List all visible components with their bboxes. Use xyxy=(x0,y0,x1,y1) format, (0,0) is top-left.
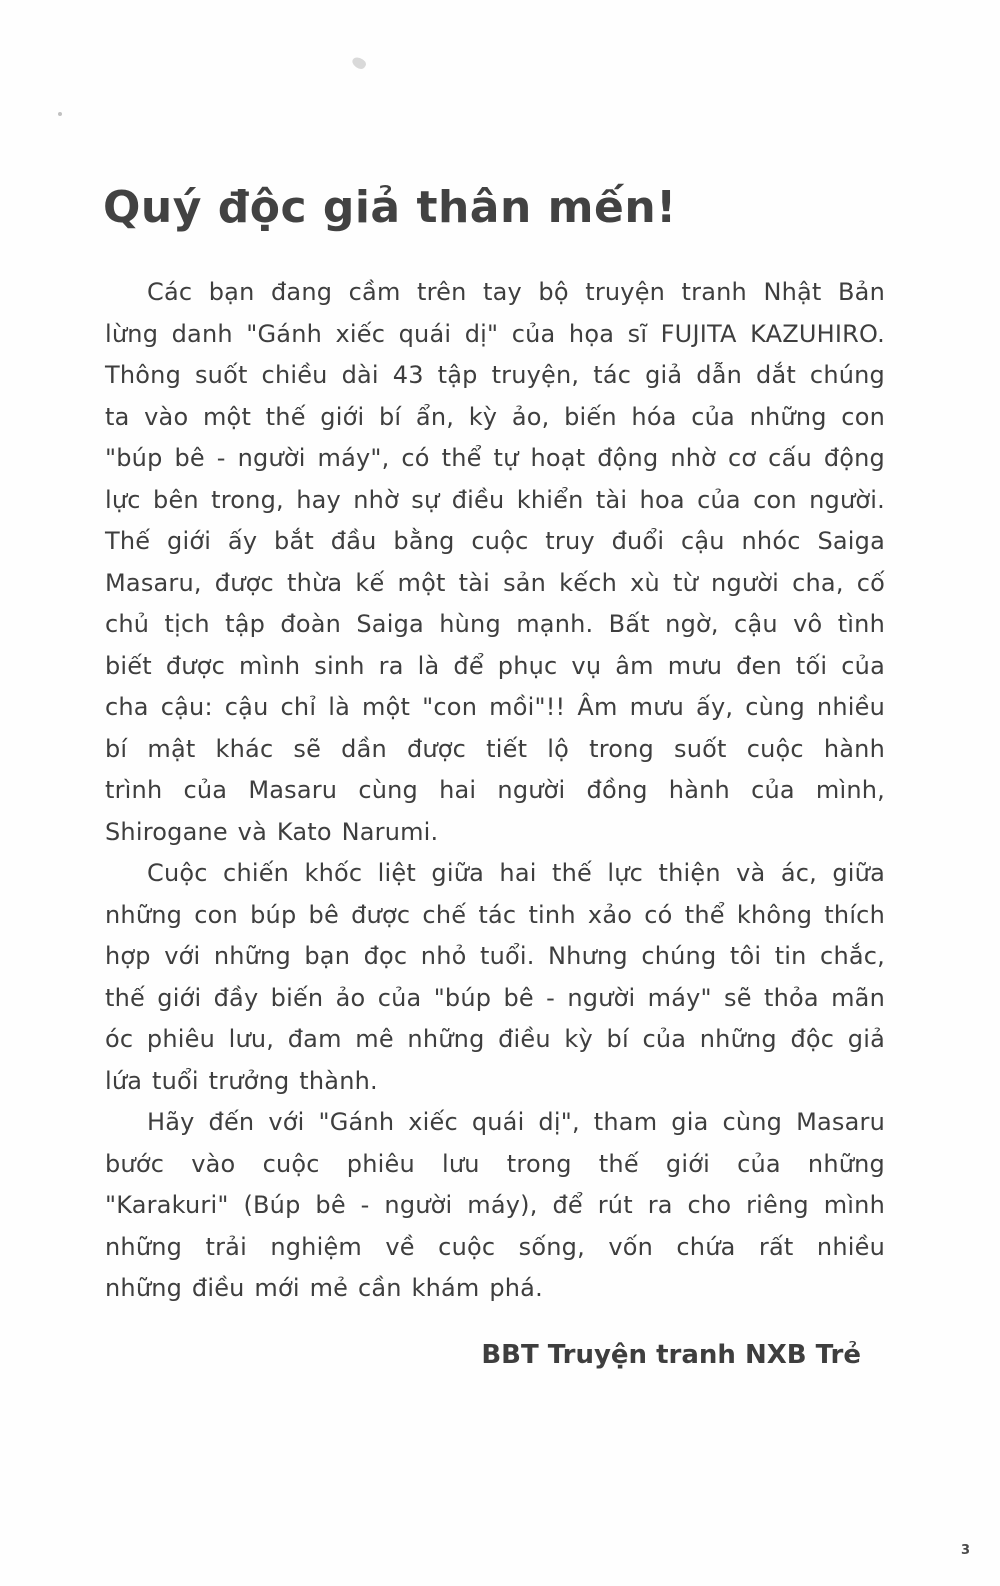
body-line: lứa tuổi trưởng thành. xyxy=(105,1066,378,1095)
body-line: ta vào một thế giới bí ẩn, kỳ ảo, biến hóa của những con xyxy=(105,402,885,431)
body-line: bước vào cuộc phiêu lưu trong thế giới của những xyxy=(105,1149,885,1178)
body-line: lực bên trong, hay nhờ sự điều khiển tài hoa của con người. xyxy=(105,485,885,514)
body-line: Shirogane và Kato Narumi. xyxy=(105,817,439,846)
body-line: những trải nghiệm về cuộc sống, vốn chứa rất nhiều xyxy=(105,1232,885,1261)
foreword-text xyxy=(105,272,885,1310)
body-line: Thông suốt chiều dài 43 tập truyện, tác giả dẫn dắt chúng xyxy=(105,361,885,389)
body-line: "Karakuri" (Búp bê - người máy), để rút ra cho riêng mình xyxy=(105,1191,885,1219)
body-line: óc phiêu lưu, đam mê những điều kỳ bí của những độc giả xyxy=(105,1025,885,1053)
body-line: những con búp bê được chế tác tinh xảo có thể không thích xyxy=(105,900,885,929)
signature-text: BBT Truyện tranh NXB Trẻ xyxy=(481,1340,861,1370)
body-line: Các bạn đang cầm trên tay bộ truyện tranh Nhật Bản xyxy=(147,278,885,306)
body-line: lừng danh "Gánh xiếc quái dị" của họa sĩ FUJITA KAZUHIRO. xyxy=(105,319,885,348)
body-line: Thế giới ấy bắt đầu bằng cuộc truy đuổi cậu nhóc Saiga xyxy=(105,527,885,555)
body-line: bí mật khác sẽ dần được tiết lộ trong suốt cuộc hành xyxy=(105,734,885,763)
body-line: hợp với những bạn đọc nhỏ tuổi. Nhưng chúng tôi tin chắc, xyxy=(105,942,885,970)
signature xyxy=(105,1340,885,1370)
body-line: Cuộc chiến khốc liệt giữa hai thế lực thiện và ác, giữa xyxy=(147,859,885,887)
page-title: Quý độc giả thân mến! xyxy=(103,182,677,233)
body-line: Masaru, được thừa kế một tài sản kếch xù từ người cha, cố xyxy=(105,568,885,597)
body-line: trình của Masaru cùng hai người đồng hành của mình, xyxy=(105,776,885,804)
body-line: "búp bê - người máy", có thể tự hoạt động nhờ cơ cấu động xyxy=(105,444,885,472)
body-line: Hãy đến với "Gánh xiếc quái dị", tham gia cùng Masaru xyxy=(147,1108,885,1136)
print-dot-artifact xyxy=(58,112,62,116)
body-line: biết được mình sinh ra là để phục vụ âm mưu đen tối của xyxy=(105,651,885,680)
body-line: cha cậu: cậu chỉ là một "con mồi"!! Âm mưu ấy, cùng nhiều xyxy=(105,693,885,721)
body-line: những điều mới mẻ cần khám phá. xyxy=(105,1274,543,1302)
body-line: chủ tịch tập đoàn Saiga hùng mạnh. Bất ngờ, cậu vô tình xyxy=(105,610,885,638)
print-smudge xyxy=(350,55,367,71)
body-line: thế giới đầy biến ảo của "búp bê - người máy" sẽ thỏa mãn xyxy=(105,983,885,1012)
page-number: 3 xyxy=(960,1543,970,1558)
